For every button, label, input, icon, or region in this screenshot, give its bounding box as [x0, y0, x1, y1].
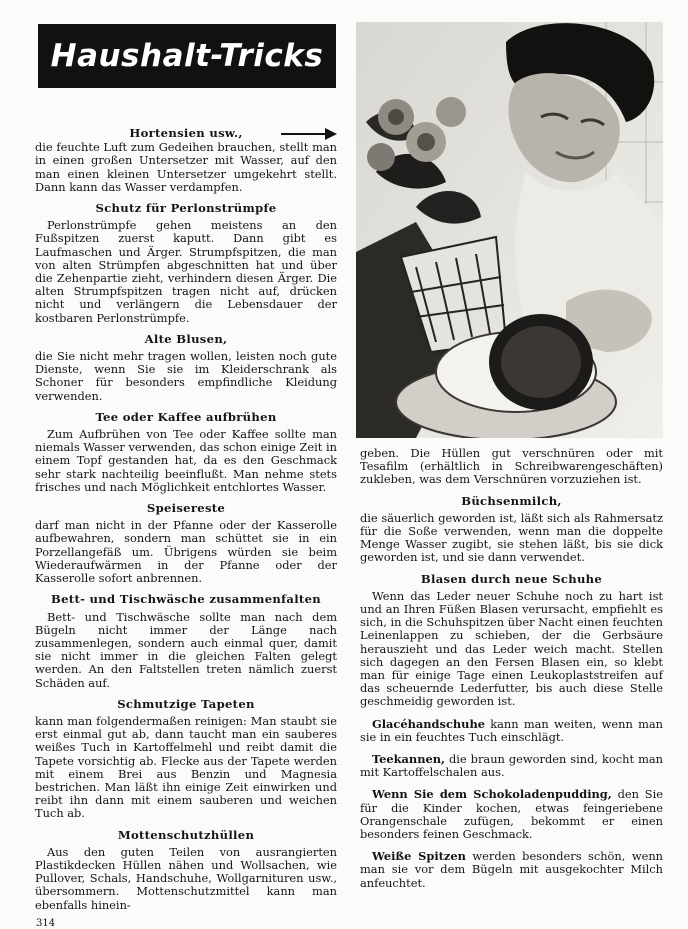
heading-blusen: Alte Blusen,: [144, 331, 228, 346]
text-spitzen: werden besonders schön, wenn man sie vor dem Bügeln mit ausgekochter Milch anfeuchtet.: [360, 849, 663, 890]
heading-waesche: Bett- und Tischwäsche zusammenfalten: [51, 592, 321, 607]
lead-spitzen: Weiße Spitzen: [372, 849, 466, 864]
left-column: [35, 127, 337, 912]
paragraph-spitzen: [360, 850, 663, 890]
lead-teekannen: Teekannen,: [372, 752, 445, 767]
text-hortensien: die feuchte Luft zum Gedeihen brauchen, stellt man in einen großen Untersetzer mit Wasser, auf den man einen kleinen Untersetzer umgekehrt stellt. Dann kann das Wasser verdampfen.: [35, 140, 337, 194]
heading-speisereste: Speisereste: [146, 501, 226, 516]
heading-tapeten: Schmutzige Tapeten: [117, 696, 255, 711]
text-motten: Aus den guten Teilen von ausrangierten Plastikdecken Hüllen nähen und Wollsachen, wie Pullover, Schals, Handschuhe, Wollgarnituren usw., übersommern. Mottenschutzmittel kann man ebenfalls hinein-: [35, 844, 337, 912]
paragraph-pudding: [360, 788, 663, 841]
photo-illustration: [356, 22, 663, 438]
heading-motten: Mottenschutzhüllen: [117, 827, 255, 842]
heading-tee: Tee oder Kaffee aufbrühen: [95, 409, 277, 424]
heading-perlon: Schutz für Perlonstrümpfe: [95, 201, 277, 216]
heading-schuhe: Blasen durch neue Schuhe: [420, 571, 603, 586]
paragraph-teekannen: [360, 753, 663, 779]
lead-pudding: Wenn Sie dem Schokoladenpudding,: [372, 787, 612, 802]
right-column: [360, 447, 663, 890]
photo-woman-with-flowers: [356, 22, 663, 438]
text-glace: kann man weiten, wenn man sie in ein feuchtes Tuch einschlägt.: [360, 716, 663, 744]
text-milch: die säuerlich geworden ist, läßt sich als Rahmersatz für die Soße verwenden, wenn man die doppelte Menge Wasser zugibt, sie stehen läßt, bis sie dick geworden ist, und sie dann verwendet.: [360, 510, 663, 565]
arrow-right-icon: [281, 127, 337, 141]
title-banner: [38, 24, 336, 88]
page-number: 314: [36, 918, 56, 929]
heading-milch: Büchsenmilch,: [461, 493, 562, 508]
text-pudding: den Sie für die Kinder kochen, etwas feingeriebene Orangenschale zufügen, bekommt er einen besonders feinen Geschmack.: [360, 787, 663, 842]
text-blusen: die Sie nicht mehr tragen wollen, leisten noch gute Dienste, wenn Sie sie im Kleiderschrank als Schoner für besonders empfindliche Kleidung verwenden.: [35, 349, 337, 403]
section-hortensien: [35, 127, 337, 140]
page-title: Haushalt-Tricks: [50, 38, 324, 74]
text-continuation: geben. Die Hüllen gut verschnüren oder mit Tesafilm (erhältlich in Schreibwarengeschäften) zukleben, was dem Verschnüren vorzuziehen ist.: [360, 446, 663, 487]
text-schuhe: Wenn das Leder neuer Schuhe noch zu hart ist und an Ihren Füßen Blasen verursacht, empfiehlt es sich, in die Schuhspitzen über Nacht einen feuchten Leinenlappen zu schieben, der die Gerbsäure herauszieht und das Leder weich macht. Stellen sich dagegen an den Fersen Blasen ein, so klebt man für einige Tage einen Leukoplaststreifen auf das scheuernde Lederfutter, bis auch diese Stelle geschmeidig geworden ist.: [360, 588, 663, 709]
lead-glace: Glacéhandschuhe: [372, 716, 485, 731]
text-teekannen: die braun geworden sind, kocht man mit Kartoffelschalen aus.: [360, 752, 663, 780]
text-waesche: Bett- und Tischwäsche sollte man nach dem Bügeln nicht immer der Länge nach zusammenlegen, sondern auch einmal quer, damit sie nicht immer in die gleichen Falten gelegt werden. An den Faltstellen treten nämlich zuerst Schäden auf.: [35, 609, 337, 690]
text-tapeten: kann man folgendermaßen reinigen: Man staubt sie erst einmal gut ab, dann taucht man ein sauberes weißes Tuch in Kartoffelmehl und reibt damit die Tapete vorsichtig ab. Flecke aus der Tapete werden mit einem Brei aus Benzin und Magnesia bestrichen. Man läßt ihn einige Zeit einwirken und reibt ihn dann mit einem sauberen und weichen Tuch ab.: [35, 713, 337, 821]
heading-hortensien: Hortensien usw.,: [129, 126, 243, 140]
text-perlon: Perlonstrümpfe gehen meistens an den Fußspitzen zuerst kaputt. Dann gibt es Laufmaschen und Ärger. Strumpfspitzen, die man von alten Strümpfen abgeschnitten hat und über die Zehenpartie zieht, verhindern diesen Ärger. Die alten Strumpfspitzen tragen nicht auf, drücken nicht und verlängern die Lebensdauer der kostbaren Perlonstrümpfe.: [35, 218, 337, 325]
text-tee: Zum Aufbrühen von Tee oder Kaffee sollte man niemals Wasser verwenden, das schon einige Zeit in einem Topf gestanden hat, da es den Geschmack sehr stark nachteilig beeinflußt. Man nehme stets frisches und nach Möglichkeit entchlortes Wasser.: [35, 427, 337, 494]
text-speisereste: darf man nicht in der Pfanne oder der Kasserolle aufbewahren, sondern man schüttet sie in ein Porzellangefäß um. Übrigens würden sie beim Wiederaufwärmen in der Pfanne oder der Kasserolle sofort anbrennen.: [35, 518, 337, 586]
paragraph-glace: [360, 718, 663, 744]
